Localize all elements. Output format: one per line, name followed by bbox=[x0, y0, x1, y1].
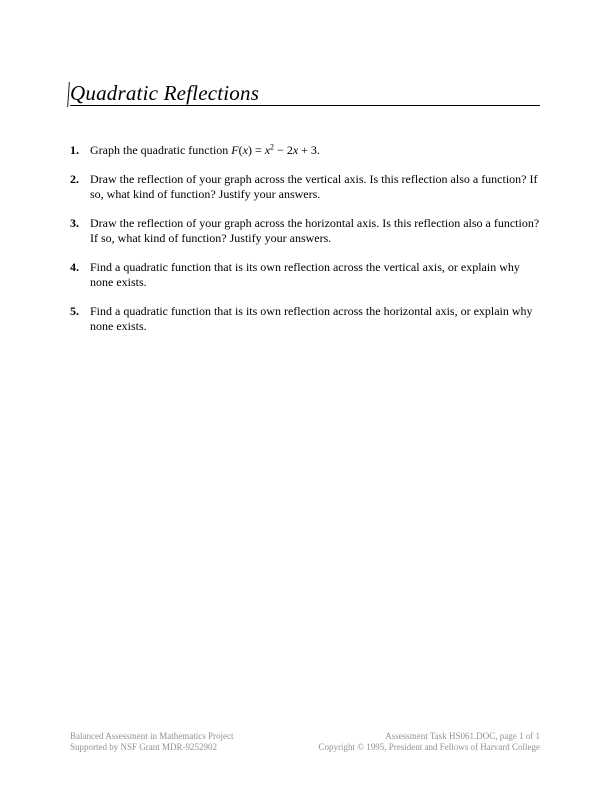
formula-plus-3: + 3. bbox=[298, 143, 320, 157]
question-item-2 bbox=[70, 172, 540, 202]
question-item-5 bbox=[70, 304, 540, 334]
formula-minus-2: − 2 bbox=[274, 143, 293, 157]
formula-x-linear: x bbox=[292, 143, 299, 157]
item-number: 1. bbox=[70, 143, 79, 157]
formula-exponent: 2 bbox=[270, 142, 275, 152]
item-text: Find a quadratic function that is its own reflection across the vertical axis, or explain why none exists. bbox=[90, 260, 520, 289]
formula-x-arg: x bbox=[242, 143, 248, 157]
title-underline-rule bbox=[70, 105, 540, 107]
footer-task-line: Assessment Task HS061.DOC, page 1 of 1 bbox=[385, 731, 540, 741]
item-number: 5. bbox=[70, 304, 79, 318]
item-1-lead: Graph the quadratic function bbox=[90, 143, 232, 157]
question-item-4 bbox=[70, 260, 540, 290]
formula-open-paren: ( bbox=[238, 143, 243, 157]
item-text: Find a quadratic function that is its own reflection across the horizontal axis, or explain why none exists. bbox=[90, 304, 533, 333]
footer-project-line: Balanced Assessment in Mathematics Project bbox=[70, 731, 234, 741]
item-text bbox=[90, 143, 540, 158]
footer-grant-line: Supported by NSF Grant MDR-9252902 bbox=[70, 741, 218, 752]
item-text: Draw the reflection of your graph across the vertical axis. Is this reflection also a function? If so, what kind of function? Justify your answers. bbox=[90, 172, 538, 201]
item-number: 2. bbox=[70, 172, 79, 186]
item-number: 4. bbox=[70, 260, 79, 274]
page-title: Quadratic Reflections bbox=[70, 81, 260, 105]
question-item-1 bbox=[70, 143, 540, 158]
question-item-3 bbox=[70, 216, 540, 246]
formula-x-squared-base: x bbox=[264, 143, 271, 157]
footer-copyright-line: Copyright © 1995, President and Fellows of Harvard College bbox=[318, 741, 540, 752]
item-text: Draw the reflection of your graph across the horizontal axis. Is this reflection also a function? If so, what kind of function? Justify your answers. bbox=[90, 216, 540, 245]
formula-F: F bbox=[231, 143, 239, 157]
item-number: 3. bbox=[70, 216, 79, 230]
question-list bbox=[70, 143, 540, 348]
formula-close-equals: ) = bbox=[247, 143, 265, 157]
footer-right-block bbox=[318, 731, 540, 752]
page-footer bbox=[70, 731, 540, 752]
footer-left-block bbox=[70, 731, 233, 752]
